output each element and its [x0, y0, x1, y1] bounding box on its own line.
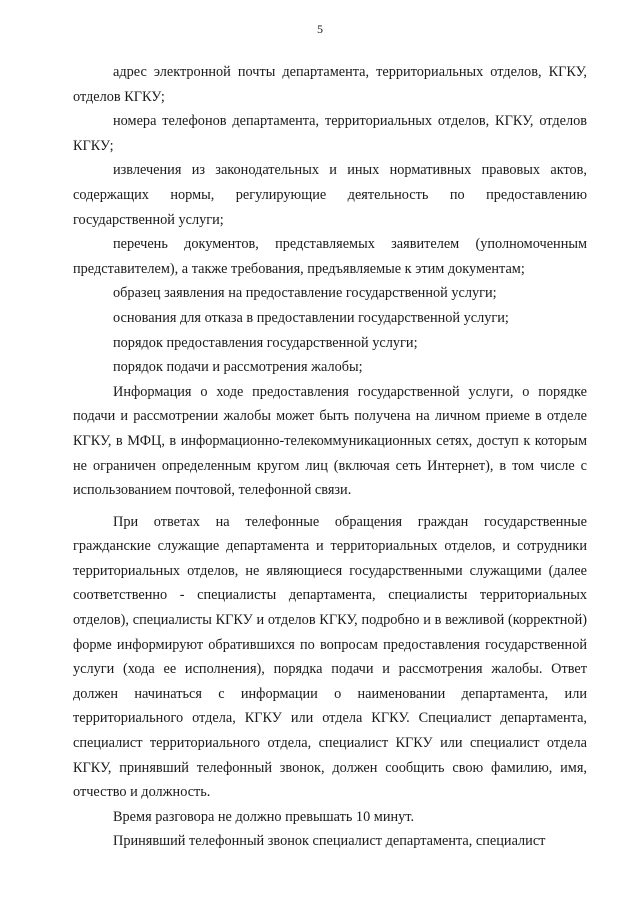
paragraph-phones: номера телефонов департамента, территориальных отделов, КГКУ, отделов КГКУ; [73, 113, 587, 154]
paragraph-complaint-procedure: порядок подачи и рассмотрения жалобы; [113, 359, 363, 376]
paragraph-email: адрес электронной почты департамента, территориальных отделов, КГКУ, отделов КГКУ; [73, 64, 587, 105]
paragraph-legal-extracts: извлечения из законодательных и иных нормативных правовых актов, содержащих нормы, регулирующие деятельность по предоставлению государственной услуги; [73, 162, 587, 228]
paragraph-application-sample: образец заявления на предоставление государственной услуги; [113, 285, 497, 302]
paragraph-call-duration: Время разговора не должно превышать 10 минут. [113, 808, 415, 825]
paragraph-call-receiver: Принявший телефонный звонок специалист департамента, специалист [113, 833, 546, 850]
paragraph-information-progress: Информация о ходе предоставления государственной услуги, о порядке подачи и рассмотрении жалобы может быть получена на личном приеме в отделе КГКУ, в МФЦ, в информационно-телекоммуникационных сетях, доступ к которым не ограничен определенным кругом лиц (включая сеть Интернет), в том числе с использованием почтовой, телефонной связи. [73, 383, 587, 499]
page-number: 5 [317, 22, 323, 36]
paragraph-service-procedure: порядок предоставления государственной услуги; [113, 334, 418, 351]
paragraph-phone-answers: При ответах на телефонные обращения граждан государственные гражданские служащие департамента и территориальных отделов, и сотрудники территориальных отделов, не являющиеся государственными служащими (далее соответственно - специалисты департамента, специалисты территориальных отделов), специалисты КГКУ и отделов КГКУ, подробно и в вежливой (корректной) форме информируют обратившихся по вопросам предоставления государственной услуги (хода ее исполнения), порядка подачи и рассмотрения жалобы. Ответ должен начинаться с информации о наименовании департамента, или территориального отдела, КГКУ или отдела КГКУ. Специалист департамента, специалист территориального отдела, специалист КГКУ или специалист отдела КГКУ, принявший телефонный звонок, должен сообщить свою фамилию, имя, отчество и должность. [73, 513, 587, 801]
paragraph-documents-list: перечень документов, представляемых заявителем (уполномоченным представителем), а также требования, предъявляемые к этим документам; [73, 236, 587, 277]
document-body [73, 60, 587, 854]
paragraph-refusal-grounds: основания для отказа в предоставлении государственной услуги; [113, 309, 509, 326]
